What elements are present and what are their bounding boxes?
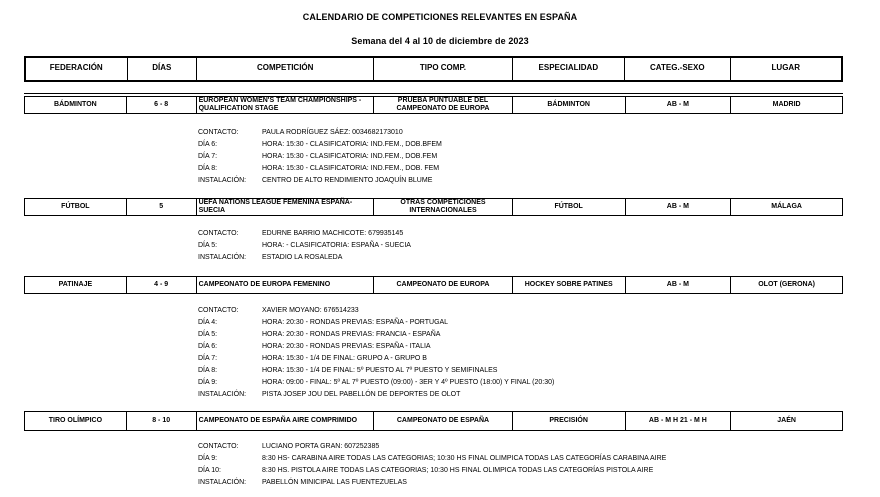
- detail-label: CONTACTO:: [198, 443, 239, 450]
- detail-label: DÍA 4:: [198, 319, 218, 326]
- cell-competicion: EUROPEAN WOMEN'S TEAM CHAMPIONSHIPS - QUALIFICATION STAGE: [197, 97, 375, 113]
- page-subtitle: Semana del 4 al 10 de diciembre de 2023: [351, 36, 529, 46]
- detail-label: INSTALACIÓN:: [198, 177, 247, 184]
- cell-lugar: MADRID: [772, 101, 801, 108]
- detail-text: PABELLÓN MINICIPAL LAS FUENTEZUELAS: [262, 479, 407, 486]
- event-details: [198, 228, 411, 264]
- detail-label: INSTALACIÓN:: [198, 391, 247, 398]
- detail-text: 8:30 HS. PISTOLA AIRE TODAS LAS CATEGORIAS; 10:30 HS FINAL OLIMPICA TODAS LAS CATEGORÍAS PISTOLA AIRE: [262, 467, 654, 474]
- cell-dias: 6 - 8: [127, 97, 197, 113]
- detail-line: [198, 477, 666, 489]
- cell-categ: AB - M: [626, 277, 732, 293]
- cell-tipo: CAMPEONATO DE EUROPA: [374, 277, 513, 293]
- cell-categ: AB - M: [626, 199, 732, 215]
- detail-line: [198, 453, 666, 465]
- detail-text: PISTA JOSEP JOU DEL PABELLÓN DE DEPORTES DE OLOT: [262, 391, 461, 398]
- cell-tipo: OTRAS COMPETICIONES INTERNACIONALES: [374, 199, 513, 215]
- detail-text: 8:30 HS- CARABINA AIRE TODAS LAS CATEGORIAS; 10:30 HS FINAL OLIMPICA TODAS LAS CATEGORÍAS CARABINA AIRE: [262, 455, 667, 462]
- detail-line: [198, 377, 554, 389]
- cell-especialidad: BÁDMINTON: [513, 97, 626, 113]
- detail-line: [198, 329, 554, 341]
- detail-line: [198, 139, 442, 151]
- detail-text: HORA: 15:30 - CLASIFICATORIA: IND.FEM., DOB.BFEM: [262, 141, 442, 148]
- cell-federacion: TIRO OLÍMPICO: [25, 412, 127, 430]
- cell-especialidad: PRECISIÓN: [513, 412, 626, 430]
- detail-line: [198, 317, 554, 329]
- detail-label: INSTALACIÓN:: [198, 479, 247, 486]
- detail-label: CONTACTO:: [198, 230, 239, 237]
- cell-federacion: BÁDMINTON: [25, 97, 127, 113]
- detail-line: [198, 240, 411, 252]
- detail-line: [198, 365, 554, 377]
- header-competicion: COMPETICIÓN: [197, 58, 374, 80]
- detail-line: [198, 228, 411, 240]
- cell-especialidad: FÚTBOL: [513, 199, 626, 215]
- detail-text: HORA: 15:30 - 1/4 DE FINAL: GRUPO A - GRUPO B: [262, 355, 427, 362]
- detail-line: [198, 441, 666, 453]
- detail-line: [198, 252, 411, 264]
- detail-line: [198, 465, 666, 477]
- table-row: [24, 198, 843, 216]
- table-row: [24, 96, 843, 114]
- cell-especialidad: HOCKEY SOBRE PATINES: [513, 277, 626, 293]
- detail-label: DÍA 7:: [198, 355, 218, 362]
- detail-text: EDURNE BARRIO MACHICOTE: 679935145: [262, 230, 404, 237]
- detail-label: DÍA 5:: [198, 242, 218, 249]
- cell-tipo: CAMPEONATO DE ESPAÑA: [374, 412, 513, 430]
- detail-label: DÍA 5:: [198, 331, 218, 338]
- header-dias: DÍAS: [128, 58, 198, 80]
- header-categ: CATEG.-SEXO: [625, 58, 730, 80]
- detail-line: [198, 341, 554, 353]
- detail-text: HORA: - CLASIFICATORIA: ESPAÑA - SUECIA: [262, 242, 411, 249]
- detail-line: [198, 353, 554, 365]
- cell-tipo: PRUEBA PUNTUABLE DEL CAMPEONATO DE EUROPA: [374, 97, 513, 113]
- detail-text: HORA: 15:30 - CLASIFICATORIA: IND.FEM., DOB.FEM: [262, 153, 438, 160]
- detail-line: [198, 151, 442, 163]
- detail-label: INSTALACIÓN:: [198, 254, 247, 261]
- detail-text: HORA: 20:30 - RONDAS PREVIAS: ESPAÑA - ITALIA: [262, 343, 431, 350]
- table-header: [24, 56, 843, 82]
- cell-dias: 5: [127, 199, 197, 215]
- cell-lugar: MÁLAGA: [771, 203, 802, 210]
- detail-line: [198, 389, 554, 401]
- detail-label: CONTACTO:: [198, 307, 239, 314]
- detail-label: DÍA 8:: [198, 367, 218, 374]
- detail-text: ESTADIO LA ROSALEDA: [262, 254, 343, 261]
- detail-label: DÍA 9:: [198, 455, 218, 462]
- separator: [24, 93, 843, 94]
- detail-text: CENTRO DE ALTO RENDIMIENTO JOAQUÍN BLUME: [262, 177, 433, 184]
- cell-competicion: UEFA NATIONS LEAGUE FEMENINA ESPAÑA-SUECIA: [197, 199, 375, 215]
- detail-line: [198, 175, 442, 187]
- detail-label: DÍA 7:: [198, 153, 218, 160]
- detail-label: DÍA 8:: [198, 165, 218, 172]
- cell-federacion: PATINAJE: [25, 277, 127, 293]
- header-especialidad: ESPECIALIDAD: [513, 58, 625, 80]
- cell-competicion: CAMPEONATO DE EUROPA FEMENINO: [197, 277, 375, 293]
- detail-text: HORA: 20:30 - RONDAS PREVIAS: FRANCIA - ESPAÑA: [262, 331, 441, 338]
- detail-line: [198, 163, 442, 175]
- detail-line: [198, 127, 442, 139]
- header-lugar: LUGAR: [771, 62, 800, 72]
- detail-label: DÍA 10:: [198, 467, 221, 474]
- cell-competicion: CAMPEONATO DE ESPAÑA AIRE COMPRIMIDO: [197, 412, 375, 430]
- detail-label: DÍA 6:: [198, 141, 218, 148]
- page-title: CALENDARIO DE COMPETICIONES RELEVANTES EN ESPAÑA: [302, 12, 578, 22]
- cell-dias: 8 - 10: [127, 412, 197, 430]
- detail-line: [198, 305, 554, 317]
- detail-label: CONTACTO:: [198, 129, 239, 136]
- cell-categ: AB - M H 21 - M H: [626, 412, 732, 430]
- cell-lugar: JAÉN: [777, 417, 796, 424]
- header-federacion: FEDERACIÓN: [26, 58, 128, 80]
- detail-label: DÍA 9:: [198, 379, 218, 386]
- cell-lugar: OLOT (GERONA): [758, 281, 815, 288]
- cell-federacion: FÚTBOL: [25, 199, 127, 215]
- header-tipo: TIPO COMP.: [374, 58, 512, 80]
- table-row: [24, 411, 843, 431]
- detail-text: PAULA RODRÍGUEZ SÁEZ: 0034682173010: [262, 129, 403, 136]
- detail-text: HORA: 09:00 - FINAL: 5º AL 7º PUESTO (09:00) - 3ER Y 4º PUESTO (18:00) Y FINAL (20:30): [262, 379, 555, 386]
- detail-text: XAVIER MOYANO: 676514233: [262, 307, 359, 314]
- detail-text: HORA: 15:30 - 1/4 DE FINAL: 5º PUESTO AL 7º PUESTO Y SEMIFINALES: [262, 367, 498, 374]
- detail-label: DÍA 6:: [198, 343, 218, 350]
- cell-dias: 4 - 9: [127, 277, 197, 293]
- detail-text: LUCIANO PORTA GRAN: 607252385: [262, 443, 380, 450]
- detail-text: HORA: 20:30 - RONDAS PREVIAS: ESPAÑA - PORTUGAL: [262, 319, 449, 326]
- cell-categ: AB - M: [626, 97, 732, 113]
- table-row: [24, 276, 843, 294]
- event-details: [198, 305, 554, 401]
- event-details: [198, 127, 442, 187]
- detail-text: HORA: 15:30 - CLASIFICATORIA: IND.FEM., DOB. FEM: [262, 165, 440, 172]
- event-details: [198, 441, 666, 489]
